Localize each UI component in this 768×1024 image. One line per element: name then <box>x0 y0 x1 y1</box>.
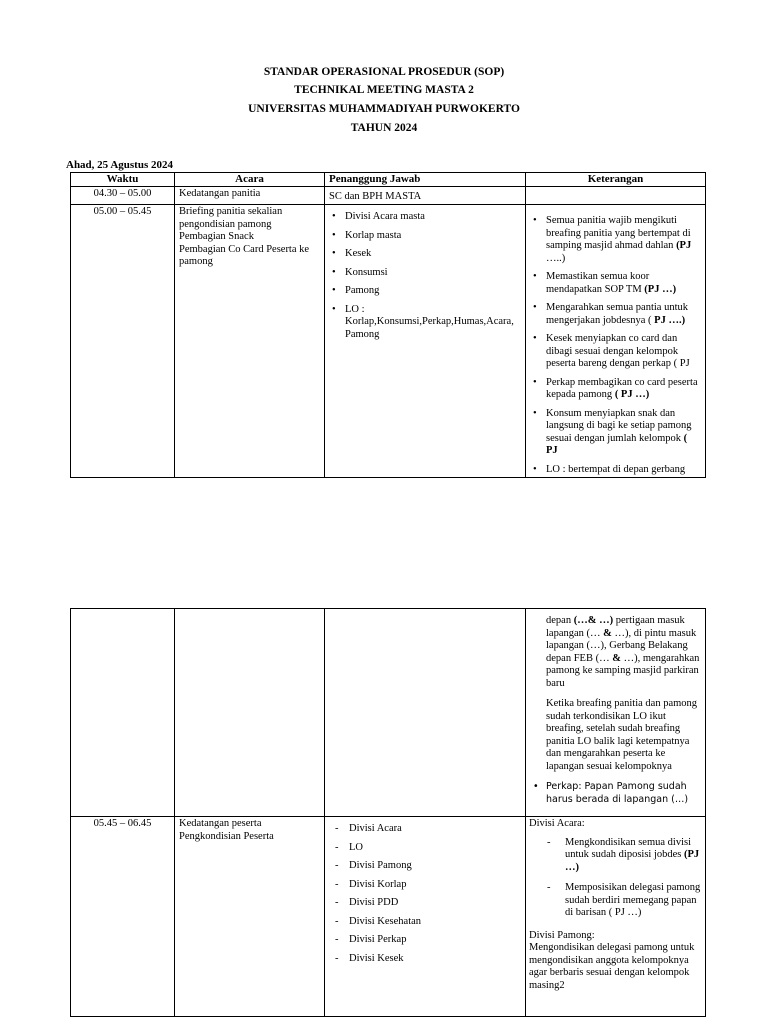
cell-acara <box>175 205 325 478</box>
table-row <box>71 186 706 205</box>
column-header-keterangan: Keterangan <box>526 173 706 187</box>
list-item: • Mengarahkan semua pantia untuk mengerjakan jobdesnya ( PJ ….) <box>546 302 701 327</box>
list-item: • LO : bertempat di depan gerbang <box>546 464 701 477</box>
doc-title-line-2: TECHNIKAL MEETING MASTA 2 <box>294 84 474 96</box>
cell-keterangan <box>526 186 706 205</box>
list-item: • Kesek menyiapkan co card dan dibagi sesuai dengan kelompok peserta bareng dengan perkap ( PJ <box>546 333 701 371</box>
list-item: - Mengkondisikan semua divisi untuk sudah diposisi jobdes (PJ …) <box>565 837 701 875</box>
list-item: - Divisi Pamong <box>349 860 521 873</box>
list-item: • Pamong <box>345 285 521 298</box>
table-row <box>71 609 706 817</box>
cell-time <box>71 609 175 817</box>
doc-title-line-1: STANDAR OPERASIONAL PROSEDUR (SOP) <box>263 66 505 78</box>
list-item: - Divisi Acara <box>349 823 521 836</box>
cell-keterangan <box>526 205 706 478</box>
keterangan-paragraph: Mengondisikan delegasi pamong untuk mengondisikan anggota kelompoknya agar berbaris sesuai dengan kelompok masing2 <box>529 942 695 991</box>
list-item: • Perkap: Papan Pamong sudah harus berada di lapangan (…) <box>546 781 701 806</box>
acara-line: Briefing panitia sekalian pengondisian pamong <box>179 206 283 230</box>
list-item: • Perkap membagikan co card peserta kepada pamong ( PJ …) <box>546 377 701 402</box>
event-date: Ahad, 25 Agustus 2024 <box>66 159 173 171</box>
table-header-row <box>71 173 706 187</box>
cell-pj <box>325 817 526 1017</box>
cell-time: 05.45 – 06.45 <box>71 817 175 1017</box>
cell-acara <box>175 817 325 1017</box>
column-header-acara: Acara <box>175 173 325 187</box>
acara-line: Kedatangan peserta <box>179 818 262 829</box>
cell-keterangan <box>526 609 706 817</box>
acara-line: Pembagian Co Card Peserta ke pamong <box>179 243 310 267</box>
list-item: - Divisi Kesek <box>349 953 521 966</box>
list-item: - Memposisikan delegasi pamong sudah berdiri memegang papan di barisan ( PJ …) <box>565 882 701 920</box>
cell-keterangan <box>526 817 706 1017</box>
list-item: • Konsumsi <box>345 267 521 280</box>
table-row <box>71 817 706 1017</box>
schedule-table-part-2 <box>70 608 706 1017</box>
list-item: - Divisi Kesehatan <box>349 916 521 929</box>
table-row <box>71 205 706 478</box>
list-item: • Konsum menyiapkan snak dan langsung di bagi ke setiap pamong sesuai dengan jumlah kelompok ( PJ <box>546 408 701 458</box>
section-heading: Divisi Pamong: <box>529 929 595 941</box>
cell-pj: SC dan BPH MASTA <box>325 186 526 205</box>
acara-line: Pembagian Snack <box>179 231 254 242</box>
list-item: • Memastikan semua koor mendapatkan SOP TM (PJ …) <box>546 271 701 296</box>
list-item: • Korlap masta <box>345 230 521 243</box>
column-header-waktu: Waktu <box>71 173 175 187</box>
list-item: • Kesek <box>345 248 521 261</box>
cell-pj <box>325 609 526 817</box>
list-item: - Divisi Korlap <box>349 879 521 892</box>
schedule-table-part-1 <box>70 172 706 478</box>
doc-title-line-3: UNIVERSITAS MUHAMMADIYAH PURWOKERTO <box>248 103 520 115</box>
doc-title-line-4: TAHUN 2024 <box>350 122 418 134</box>
list-item: • Divisi Acara masta <box>345 211 521 224</box>
cell-time: 05.00 – 05.45 <box>71 205 175 478</box>
section-heading: Divisi Acara: <box>529 818 585 829</box>
keterangan-paragraph: Ketika breafing panitia dan pamong sudah terkondisikan LO ikut breafing, setelah sudah breafing panitia LO balik lagi ketempatnya dan mengarahkan peserta ke lapangan sesuai kelompoknya <box>546 698 698 772</box>
list-item: - LO <box>349 842 521 855</box>
list-item: • Semua panitia wajib mengikuti breafing panitia yang bertempat di samping masjid ahmad dahlan (PJ …..) <box>546 215 701 265</box>
keterangan-paragraph: depan (…& …) pertigaan masuk lapangan (… & …), di pintu masuk lapangan (…), Gerbang Belakang depan FEB (… & …), mengarahkan pamong ke samping masjid parkiran baru <box>546 615 700 689</box>
cell-pj <box>325 205 526 478</box>
cell-time: 04.30 – 05.00 <box>71 186 175 205</box>
cell-acara <box>175 609 325 817</box>
list-item: • LO : Korlap,Konsumsi,Perkap,Humas,Acara, Pamong <box>345 304 521 342</box>
acara-line: Pengkondisian Peserta <box>179 830 274 842</box>
list-item: - Divisi PDD <box>349 897 521 910</box>
cell-acara: Kedatangan panitia <box>175 186 325 205</box>
column-header-penanggung-jawab: Penanggung Jawab <box>325 173 526 187</box>
list-item: - Divisi Perkap <box>349 934 521 947</box>
